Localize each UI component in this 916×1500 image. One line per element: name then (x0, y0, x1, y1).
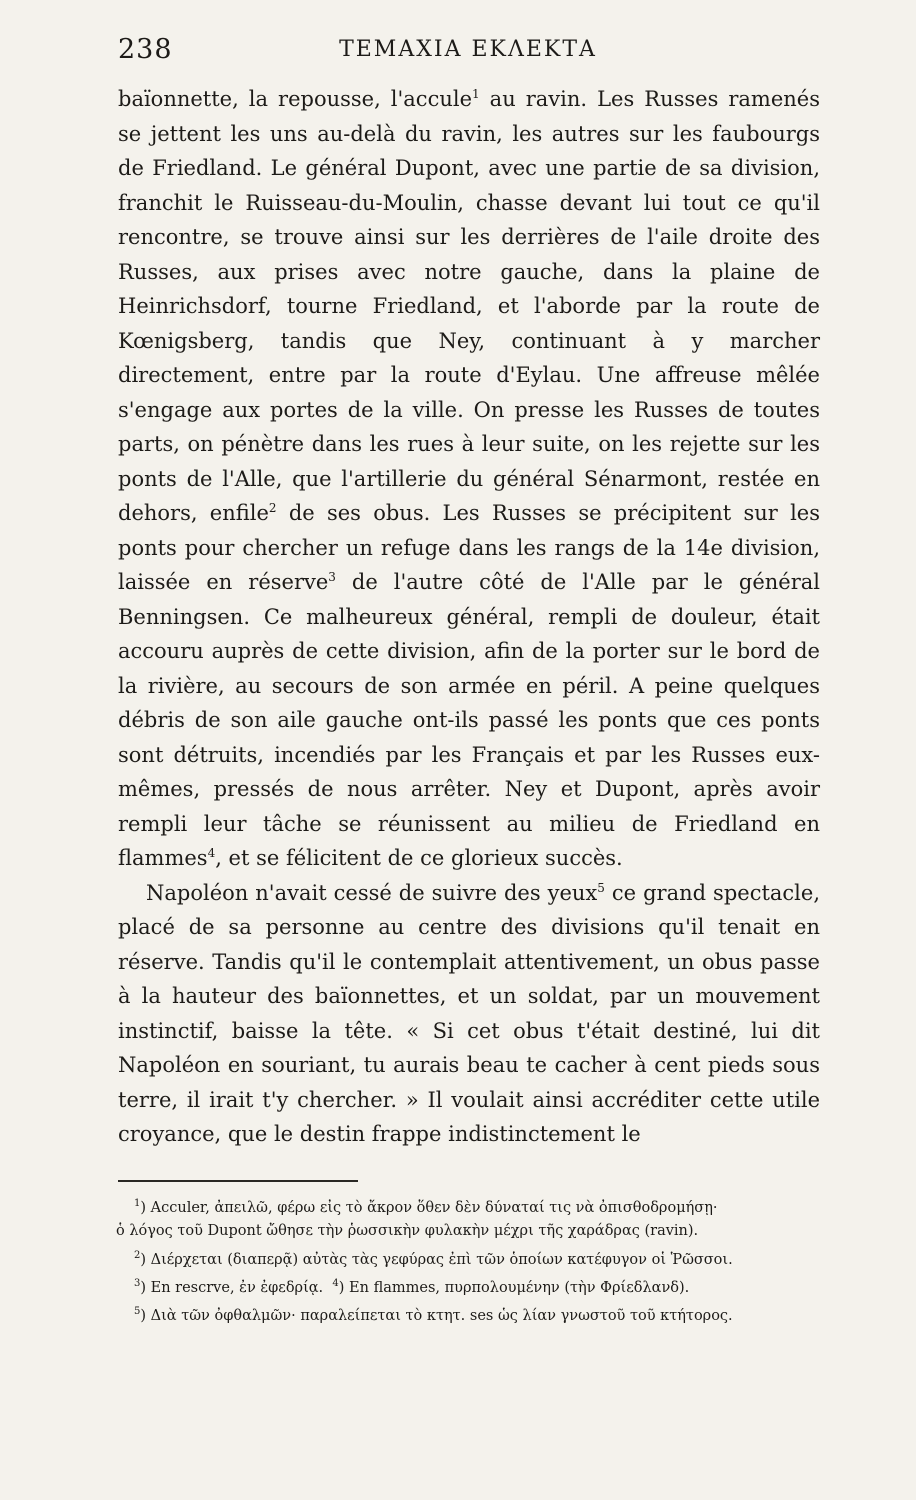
footnote-ref-3: 3 (328, 570, 336, 584)
text-run: au ravin. Les Russes ramenés se jettent les uns au-delà du ravin, les autres sur les faubourgs de Friedland. Le général Dupont, avec une partie de sa division, franchit le Ruisseau-du-Moulin, chasse devant lui tout ce qu'il rencontre, se trouve ainsi sur les derrières de l'aile droite des Russes, aux prises avec notre gauche, dans la plaine de Heinrichsdorf, tourne Friedland, et l'aborde par la route de Kœnigsberg, tandis que Ney, continuant à y marcher directement, entre par la route d'Eylau. Une affreuse mêlée s'engage aux portes de la ville. On presse les Russes de toutes parts, on pénètre dans les rues à leur suite, on les rejette sur les ponts de l'Alle, que l'artillerie du général Sénarmont, restée en dehors, enfile (118, 87, 820, 525)
footnote-2 (116, 1244, 820, 1272)
footnote-ref-2: 2 (268, 501, 277, 515)
footnote-ref-4: 4 (207, 846, 216, 860)
footnote-3-4 (116, 1272, 820, 1300)
footnotes (116, 1192, 820, 1329)
footnote-text: ) Διέρχεται (διαπερᾷ) αὐτὰς τὰς γεφύρας ἐπὶ τῶν ὁποίων κατέφυγον οἱ Ῥῶσσοι. (140, 1251, 733, 1268)
footnote-text: ) Acculer, ἀπειλῶ, φέρω εἰς τὸ ἄκρον ὅθεν δὲν δύναταί τις νὰ ὀπισθοδρομήσῃ· (140, 1199, 718, 1216)
footnote-number: 5 (134, 1306, 141, 1318)
running-title: ΤΕΜΑΧΙΑ ΕΚΛΕΚΤΑ (339, 37, 597, 62)
text-run: de l'autre côté de l'Alle par le général Benningsen. Ce malheureux général, rempli de douleur, était accouru auprès de cette division, afin de la porter sur le bord de la rivière, au secours de son armée en péril. A peine quelques débris de son aile gauche ont-ils passé les ponts que ces ponts sont détruits, incendiés par les Français et par les Russes eux-mêmes, pressés de nous arrêter. Ney et Dupont, après avoir rempli leur tâche se réunissent au milieu de Friedland en flammes (118, 570, 820, 870)
footnote-number: 4 (332, 1278, 339, 1290)
footnote-number: 2 (134, 1249, 141, 1261)
text-run: Napoléon n'avait cessé de suivre des yeux (146, 880, 598, 905)
footnote-text: ) Διὰ τῶν ὀφθαλμῶν· παραλείπεται τὸ κτητ. ses ὡς λίαν γνωστοῦ τοῦ κτήτορος. (140, 1308, 733, 1325)
page-header (118, 34, 818, 74)
footnote-ref-1: 1 (472, 87, 480, 101)
footnote-text: ) En flammes, πυρπολουμένην (τὴν Φρίεδλανδ). (338, 1279, 690, 1296)
paragraph-2 (118, 876, 820, 1152)
footnote-ref-5: 5 (597, 880, 605, 895)
footnote-1 (116, 1192, 820, 1220)
text-run: , et se félicitent de ce glorieux succès. (215, 846, 623, 870)
footnote-number: 3 (134, 1278, 141, 1290)
paragraph-1 (118, 82, 820, 876)
footnote-number: 1 (134, 1198, 141, 1209)
footnote-1-continued (116, 1220, 820, 1244)
footnote-text: ὁ λόγος τοῦ Dupont ὤθησε τὴν ῥωσσικὴν φυλακὴν μέχρι τῆς χαράδρας (ravin). (116, 1223, 699, 1240)
footnote-5 (116, 1300, 820, 1328)
page-number: 238 (118, 34, 173, 65)
text-run: ce grand spectacle, placé de sa personne au centre des divisions qu'il tenait en réserve. Tandis qu'il le contemplait attentivement, un obus passe à la hauteur des baïonnettes, et un soldat, par un mouvement instinctif, baisse la tête. « Si cet obus t'était destiné, lui dit Napoléon en souriant, tu aurais beau te cacher à cent pieds sous terre, il irait t'y chercher. » Il voulait ainsi accréditer cette utile croyance, que le destin frappe indistinctement le (118, 880, 820, 1146)
body-text (118, 82, 820, 1152)
text-run: de ses obus. Les Russes se précipitent sur les ponts pour chercher un refuge dans les rangs de la 14e division, laissée en réserve (118, 501, 820, 594)
footnote-divider (118, 1180, 358, 1182)
footnote-text: ) En rescrve, ἐν ἐφεδρίᾳ. (140, 1279, 324, 1296)
text-run: baïonnette, la repousse, l'accule (118, 87, 473, 111)
